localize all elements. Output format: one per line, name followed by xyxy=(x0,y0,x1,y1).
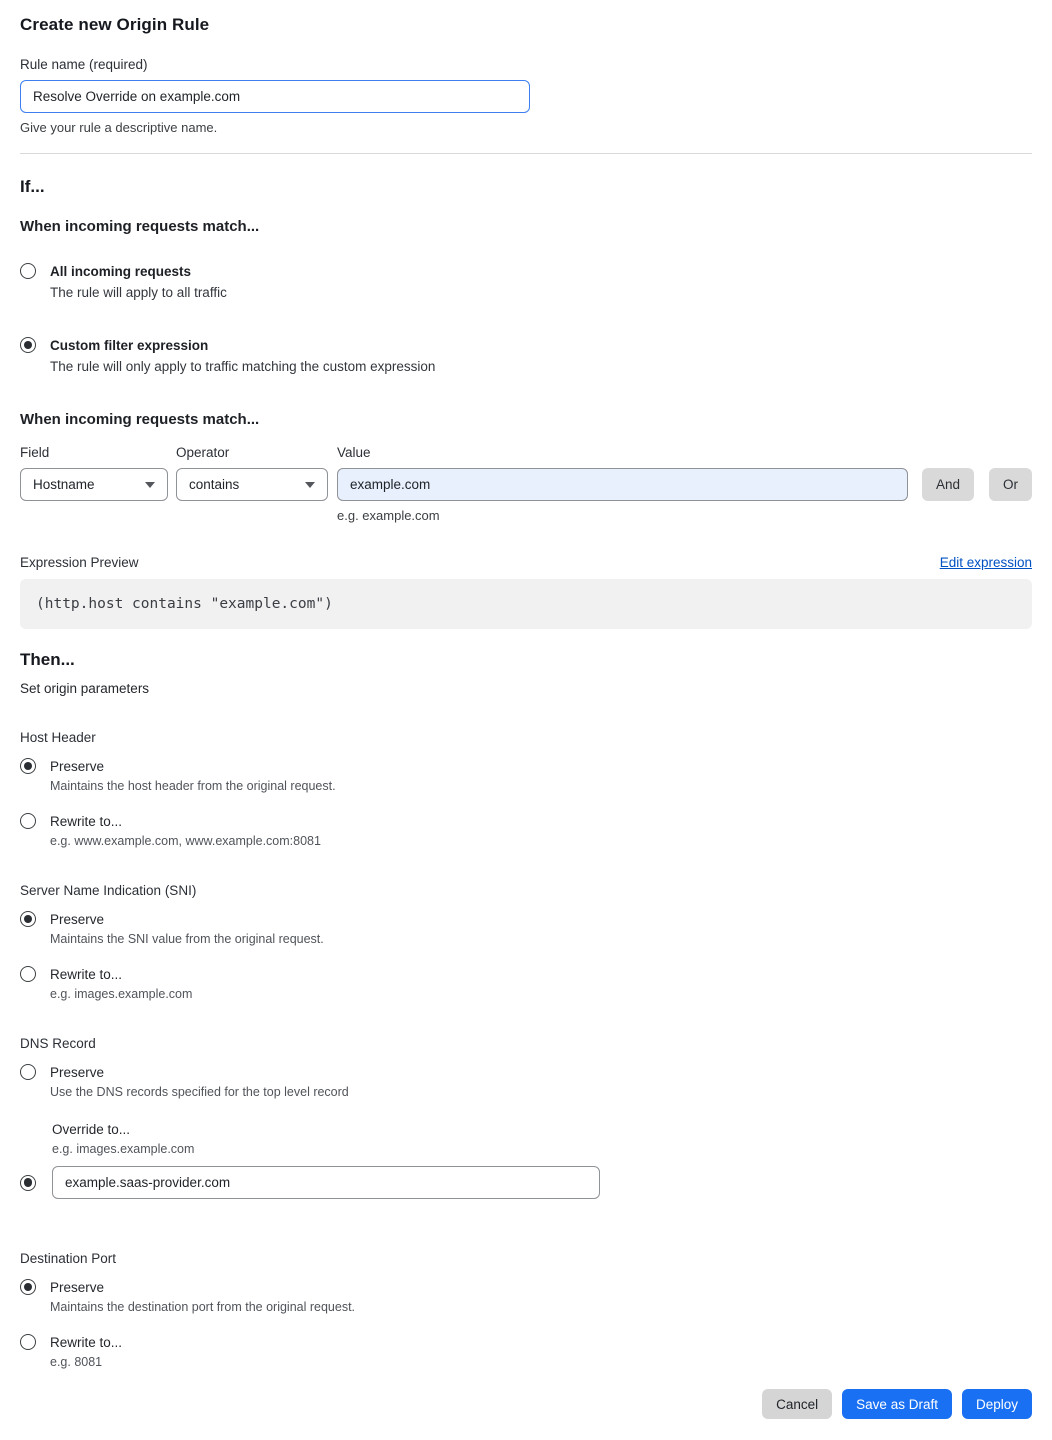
option-host-header-rewrite[interactable] xyxy=(20,813,1032,849)
option-all-incoming-requests[interactable] xyxy=(20,263,1032,301)
operator-select-value: contains xyxy=(189,477,240,492)
option-description: e.g. images.example.com xyxy=(50,987,193,1001)
option-custom-filter-expression[interactable] xyxy=(20,337,1032,375)
chevron-down-icon xyxy=(305,482,315,488)
option-description: Maintains the destination port from the original request. xyxy=(50,1300,356,1314)
option-description: Maintains the host header from the original request. xyxy=(50,779,336,793)
field-label: Field xyxy=(20,445,50,460)
option-sni-rewrite[interactable] xyxy=(20,966,1032,1002)
deploy-button[interactable]: Deploy xyxy=(962,1389,1032,1419)
option-description: The rule will only apply to traffic matching the custom expression xyxy=(50,359,436,374)
option-dns-preserve[interactable] xyxy=(20,1064,1032,1100)
field-select[interactable] xyxy=(20,468,168,501)
dns-record-label: DNS Record xyxy=(20,1036,96,1051)
option-label: Preserve xyxy=(50,1280,105,1295)
option-host-header-preserve[interactable] xyxy=(20,758,1032,794)
radio-sni-preserve[interactable] xyxy=(20,911,36,927)
value-input[interactable] xyxy=(337,468,908,501)
save-as-draft-button[interactable]: Save as Draft xyxy=(842,1389,952,1419)
option-label: Preserve xyxy=(50,759,105,774)
option-port-rewrite[interactable] xyxy=(20,1334,1032,1370)
radio-dns-override[interactable] xyxy=(20,1175,36,1191)
option-port-preserve[interactable] xyxy=(20,1279,1032,1315)
set-origin-parameters-label: Set origin parameters xyxy=(20,681,150,696)
sni-label: Server Name Indication (SNI) xyxy=(20,883,197,898)
builder-heading: When incoming requests match... xyxy=(20,411,260,428)
then-heading: Then... xyxy=(20,650,75,669)
and-button[interactable]: And xyxy=(922,468,974,501)
option-description: e.g. www.example.com, www.example.com:8081 xyxy=(50,834,321,848)
override-label: Override to... xyxy=(52,1122,131,1137)
option-label: Rewrite to... xyxy=(50,967,123,982)
option-label: Rewrite to... xyxy=(50,814,123,829)
radio-dns-preserve[interactable] xyxy=(20,1064,36,1080)
radio-host-header-rewrite[interactable] xyxy=(20,813,36,829)
radio-custom-filter-expression[interactable] xyxy=(20,337,36,353)
option-dns-override xyxy=(20,1121,1032,1199)
radio-port-preserve[interactable] xyxy=(20,1279,36,1295)
chevron-down-icon xyxy=(145,482,155,488)
page-title: Create new Origin Rule xyxy=(20,15,210,34)
radio-sni-rewrite[interactable] xyxy=(20,966,36,982)
option-description: e.g. 8081 xyxy=(50,1355,103,1369)
override-help: e.g. images.example.com xyxy=(52,1142,195,1156)
field-select-value: Hostname xyxy=(33,477,95,492)
operator-select[interactable] xyxy=(176,468,328,501)
cancel-button[interactable]: Cancel xyxy=(762,1389,832,1419)
option-sni-preserve[interactable] xyxy=(20,911,1032,947)
option-label: Preserve xyxy=(50,1065,105,1080)
value-label: Value xyxy=(337,445,371,460)
option-label: Rewrite to... xyxy=(50,1335,123,1350)
option-label: All incoming requests xyxy=(50,264,192,279)
footer-actions xyxy=(20,1389,1032,1419)
destination-port-label: Destination Port xyxy=(20,1251,117,1266)
option-label: Preserve xyxy=(50,912,105,927)
radio-port-rewrite[interactable] xyxy=(20,1334,36,1350)
host-header-label: Host Header xyxy=(20,730,96,745)
option-description: Maintains the SNI value from the original request. xyxy=(50,932,324,946)
expression-preview-code: (http.host contains "example.com") xyxy=(20,579,1032,629)
rule-name-input[interactable] xyxy=(20,80,530,113)
operator-label: Operator xyxy=(176,445,230,460)
rule-name-label: Rule name (required) xyxy=(20,57,148,72)
option-description: The rule will apply to all traffic xyxy=(50,285,227,300)
radio-all-incoming-requests[interactable] xyxy=(20,263,36,279)
if-match-heading: When incoming requests match... xyxy=(20,218,260,235)
dns-override-input[interactable] xyxy=(52,1166,600,1199)
option-label: Custom filter expression xyxy=(50,338,209,353)
rule-name-help: Give your rule a descriptive name. xyxy=(20,120,218,135)
radio-host-header-preserve[interactable] xyxy=(20,758,36,774)
value-help: e.g. example.com xyxy=(337,508,440,523)
if-heading: If... xyxy=(20,177,45,196)
option-description: Use the DNS records specified for the top level record xyxy=(50,1085,349,1099)
expression-preview-label: Expression Preview xyxy=(20,555,139,570)
edit-expression-link[interactable]: Edit expression xyxy=(939,555,1032,570)
or-button[interactable]: Or xyxy=(989,468,1032,501)
section-divider xyxy=(20,153,1032,154)
